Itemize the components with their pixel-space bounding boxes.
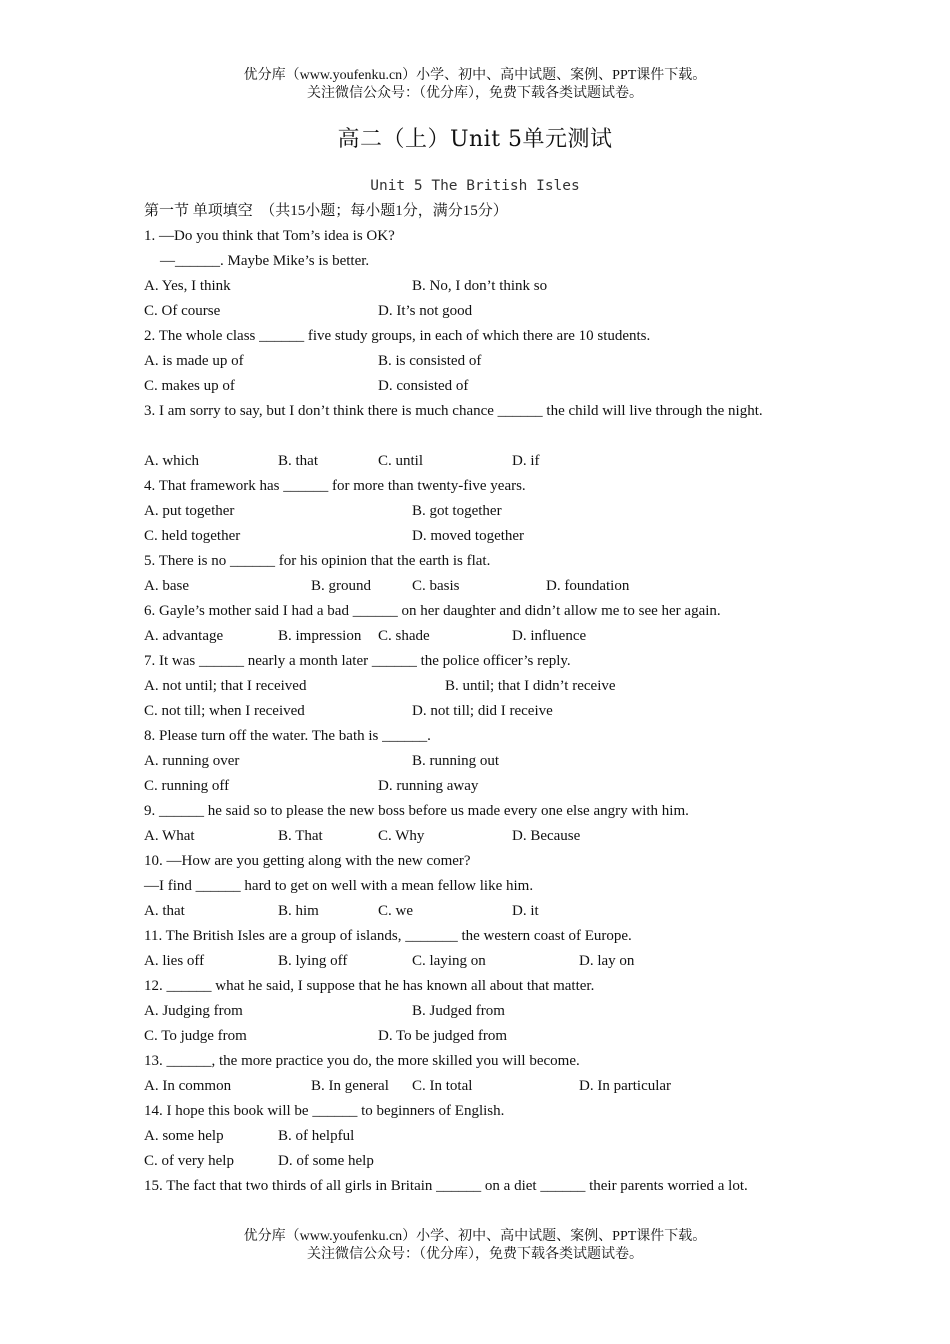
question-stem: 13. ______, the more practice you do, the more skilled you will become. <box>144 1053 580 1069</box>
option-d: D. running away <box>378 778 479 794</box>
option-a: A. some help <box>144 1128 224 1144</box>
option-b: B. That <box>278 828 323 844</box>
option-a: A. running over <box>144 753 240 769</box>
option-a: A. not until; that I received <box>144 678 307 694</box>
option-d: D. influence <box>512 628 587 644</box>
question-stem: 1. —Do you think that Tom’s idea is OK? <box>144 228 395 244</box>
question-stem: 7. It was ______ nearly a month later ______ the police officer’s reply. <box>144 653 571 669</box>
option-row <box>144 1149 808 1174</box>
option-d: D. of some help <box>278 1153 374 1169</box>
option-a: A. is made up of <box>144 353 244 369</box>
option-b: B. running out <box>412 753 500 769</box>
option-row <box>144 624 808 649</box>
question-stem: 12. ______ what he said, I suppose that he has known all about that matter. <box>144 978 595 994</box>
option-c: C. until <box>378 453 424 469</box>
option-row <box>144 1074 808 1099</box>
option-a: A. lies off <box>144 953 205 969</box>
option-row <box>144 899 808 924</box>
option-d: D. lay on <box>579 953 635 969</box>
footer-wechat-line: 关注微信公众号：（优分库），免费下载各类试题试卷。 <box>307 1247 643 1262</box>
question-stem: 8. Please turn off the water. The bath is ______. <box>144 728 431 744</box>
option-row <box>144 824 808 849</box>
option-row <box>144 999 808 1024</box>
option-row <box>144 299 808 324</box>
option-a: A. What <box>144 828 195 844</box>
option-c: C. running off <box>144 778 230 794</box>
option-b: B. got together <box>412 503 502 519</box>
question-stem: 10. —How are you getting along with the new comer? <box>144 853 471 869</box>
option-c: C. laying on <box>412 953 486 969</box>
header-website-line: 优分库（www.youfenku.cn）小学、初中、高中试题、案例、PPT课件下载。 <box>243 68 707 83</box>
option-a: A. put together <box>144 503 235 519</box>
option-row <box>144 374 808 399</box>
question-stem: 14. I hope this book will be ______ to beginners of English. <box>144 1103 505 1119</box>
option-d: D. if <box>512 453 540 469</box>
option-b: B. In general <box>311 1078 389 1094</box>
option-row <box>144 349 808 374</box>
question-stem-line2: —______. Maybe Mike’s is better. <box>160 253 370 269</box>
option-c: C. To judge from <box>144 1028 247 1044</box>
option-row <box>144 749 808 774</box>
option-b: B. that <box>278 453 318 469</box>
option-b: B. lying off <box>278 953 348 969</box>
option-b: B. until; that I didn’t receive <box>445 678 616 694</box>
page-title: 高二（上）Unit 5单元测试 <box>337 127 613 152</box>
question-stem-line2: —I find ______ hard to get on well with a mean fellow like him. <box>144 878 534 894</box>
option-row <box>144 674 808 699</box>
footer-website-line: 优分库（www.youfenku.cn）小学、初中、高中试题、案例、PPT课件下载。 <box>243 1229 707 1244</box>
question-stem: 4. That framework has ______ for more than twenty-five years. <box>144 478 526 494</box>
option-b: B. impression <box>278 628 362 644</box>
option-d: D. moved together <box>412 528 525 544</box>
option-c: C. we <box>378 903 413 919</box>
option-d: D. It’s not good <box>378 303 473 319</box>
option-c: C. basis <box>412 578 460 594</box>
question-stem: 11. The British Isles are a group of islands, _______ the western coast of Europe. <box>144 928 632 944</box>
option-a: A. base <box>144 578 189 594</box>
option-row <box>144 1024 808 1049</box>
question-stem: 2. The whole class ______ five study groups, in each of which there are 10 students. <box>144 328 651 344</box>
question-stem: 15. The fact that two thirds of all girls in Britain ______ on a diet ______ their parents worried a lot. <box>144 1178 748 1194</box>
option-row <box>144 524 808 549</box>
option-b: B. him <box>278 903 319 919</box>
option-row <box>144 949 808 974</box>
option-c: C. Of course <box>144 303 221 319</box>
page-subtitle: Unit 5 The British Isles <box>370 178 580 194</box>
option-row <box>144 274 808 299</box>
option-a: A. Yes, I think <box>144 278 231 294</box>
option-b: B. No, I don’t think so <box>412 278 548 294</box>
option-c: C. makes up of <box>144 378 235 394</box>
option-d: D. Because <box>512 828 581 844</box>
option-row <box>144 699 808 724</box>
option-a: A. advantage <box>144 628 224 644</box>
option-row <box>144 449 808 474</box>
option-b: B. ground <box>311 578 371 594</box>
option-b: B. Judged from <box>412 1003 505 1019</box>
option-row <box>144 499 808 524</box>
option-d: D. consisted of <box>378 378 469 394</box>
question-stem: 3. I am sorry to say, but I don’t think there is much chance ______ the child will live through the night. <box>144 403 763 419</box>
option-c: C. not till; when I received <box>144 703 305 719</box>
option-c: C. shade <box>378 628 430 644</box>
option-row <box>144 774 808 799</box>
option-c: C. In total <box>412 1078 473 1094</box>
option-d: D. not till; did I receive <box>412 703 553 719</box>
option-c: C. Why <box>378 828 425 844</box>
option-row <box>144 1124 808 1149</box>
question-stem: 6. Gayle’s mother said I had a bad ______ on her daughter and didn’t allow me to see her again. <box>144 603 721 619</box>
question-stem: 5. There is no ______ for his opinion that the earth is flat. <box>144 553 491 569</box>
option-c: C. of very help <box>144 1153 234 1169</box>
option-row <box>144 574 808 599</box>
option-d: D. foundation <box>546 578 630 594</box>
section-heading: 第一节 单项填空 （共15小题；每小题1分，满分15分） <box>144 203 508 219</box>
option-d: D. In particular <box>579 1078 672 1094</box>
header-wechat-line: 关注微信公众号：（优分库），免费下载各类试题试卷。 <box>307 86 643 101</box>
option-a: A. that <box>144 903 185 919</box>
option-a: A. which <box>144 453 199 469</box>
option-c: C. held together <box>144 528 241 544</box>
option-a: A. Judging from <box>144 1003 243 1019</box>
option-d: D. it <box>512 903 539 919</box>
option-b: B. of helpful <box>278 1128 355 1144</box>
question-list <box>144 199 808 1224</box>
option-d: D. To be judged from <box>378 1028 508 1044</box>
option-b: B. is consisted of <box>378 353 482 369</box>
question-stem: 9. ______ he said so to please the new boss before us made every one else angry with him. <box>144 803 689 819</box>
option-a: A. In common <box>144 1078 232 1094</box>
